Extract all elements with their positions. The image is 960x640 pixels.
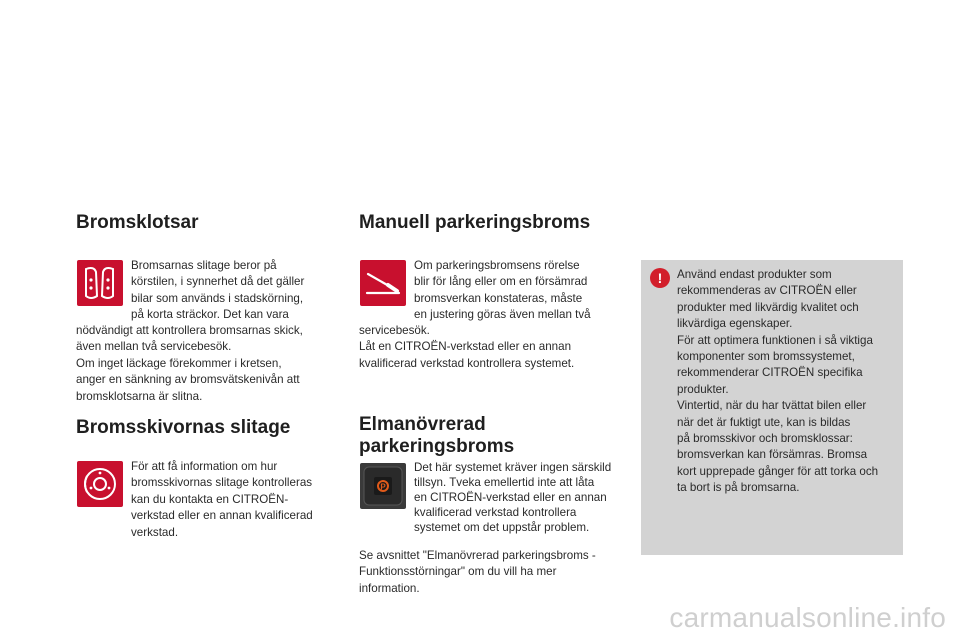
heading-brake-pads: Bromsklotsar	[76, 212, 199, 233]
brake-pads-icon	[77, 260, 123, 306]
manual-parking-brake-text-intro: Om parkeringsbromsens rörelse blir för lång eller om en försämrad bromsverkan konstateras, måste en justering göras även mellan två	[414, 259, 591, 322]
brake-disc-icon	[77, 461, 123, 507]
watermark: carmanualsonline.info	[669, 602, 946, 633]
svg-text:P: P	[380, 482, 386, 492]
warning-icon: !	[650, 268, 670, 288]
brake-pads-text-rest: nödvändigt att kontrollera bromsarnas skick, även mellan två servicebesök. Om inget läckage förekommer i kretsen, anger en sänkning av bromsvätskenivån att bromsklotsarna är slitna.	[76, 324, 303, 403]
heading-manual-parking-brake: Manuell parkeringsbroms	[359, 212, 591, 233]
manual-parking-brake-text-rest: servicebesök. Låt en CITROËN-verkstad eller en annan kvalificerad verkstad kontrollera systemet.	[359, 324, 575, 370]
electric-parking-brake-switch-icon	[360, 463, 406, 509]
warning-note-text: Använd endast produkter som rekommenderas av CITROËN eller produkter med likvärdig kvalitet och likvärdiga egenskaper. För att optimera funktionen i så viktiga komponenter som bromssystemet, rekommenderar CITROËN specifika produkter. Vintertid, när du har tvättat bilen eller när det är fuktigt ute, kan is bildas på bromsskivor och bromsklossar: bromsverkan kan försämras. Bromsa kort upprepade gånger för att torka och ta bort is på bromsarna.	[677, 268, 879, 495]
heading-electric-parking-brake: Elmanövrerad parkeringsbroms	[359, 414, 515, 457]
parking-brake-lever-icon	[360, 260, 406, 306]
brake-discs-text: För att få information om hur bromsskivornas slitage kontrolleras kan du kontakta en CITROËN- verkstad eller en annan kvalificerad verkstad.	[131, 460, 313, 539]
electric-parking-brake-text: Det här systemet kräver ingen särskild tillsyn. Tveka emellertid inte att låta en CITROËN-verkstad eller en annan kvalificerad verkstad kontrollera systemet om det uppstår problem.	[414, 461, 612, 534]
brake-pads-text-intro: Bromsarnas slitage beror på körstilen, i synnerhet då det gäller bilar som används i stadskörning, på korta sträckor. Det kan vara	[131, 259, 305, 322]
heading-brake-discs: Bromsskivornas slitage	[76, 417, 291, 438]
electric-parking-brake-reference: Se avsnittet "Elmanövrerad parkeringsbroms - Funktionsstörningar" om du vill ha mer information.	[359, 549, 596, 595]
